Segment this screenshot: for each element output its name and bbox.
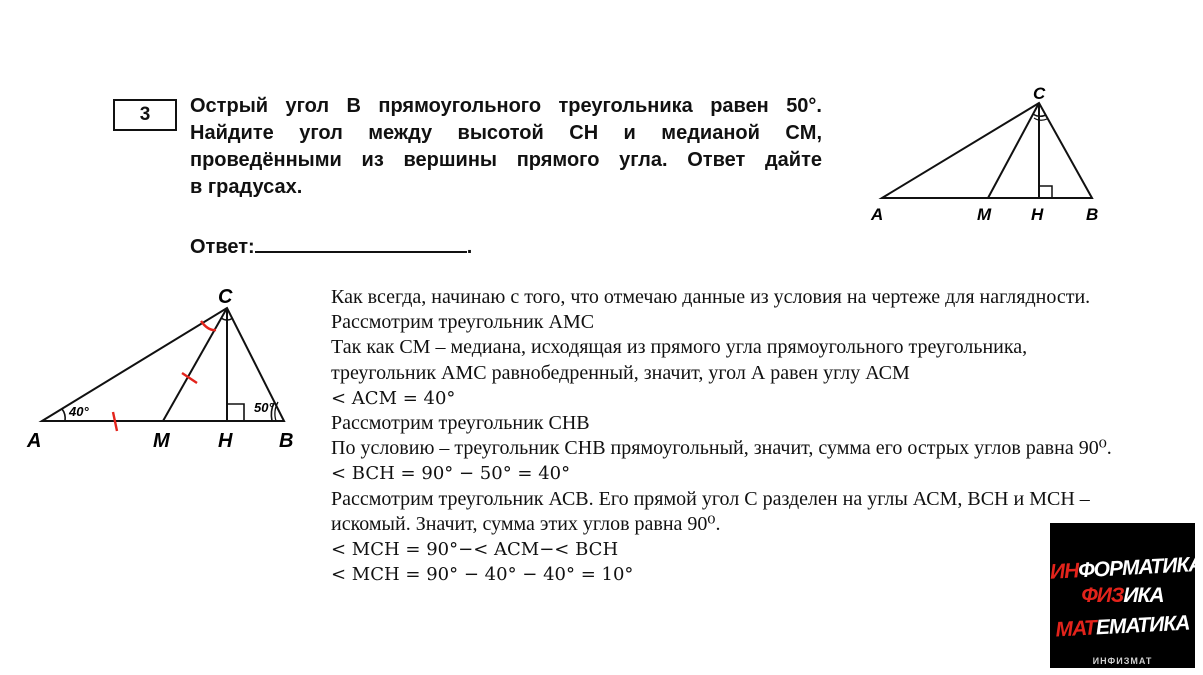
solution-formula: < ACM = 40° xyxy=(331,387,456,409)
infizmat-logo xyxy=(1049,523,1203,668)
logo-line-fizika xyxy=(1050,584,1195,608)
answer-label: Ответ: xyxy=(190,236,255,258)
angle-label-b: 50° xyxy=(254,400,274,415)
vertex-label-m: M xyxy=(977,205,992,224)
median-cm xyxy=(988,103,1039,198)
vertex-label-h: H xyxy=(1031,205,1044,224)
vertex-label-c: C xyxy=(218,286,233,308)
task-number-box xyxy=(113,99,177,131)
vertex-label-b: B xyxy=(1086,205,1099,224)
vertex-label-a: A xyxy=(27,430,42,452)
vertex-label-b: B xyxy=(279,430,294,452)
answer-row xyxy=(190,233,472,259)
logo-footer: ИНФИЗМАТ xyxy=(1092,656,1153,666)
angle-arc-acm-red xyxy=(201,321,216,330)
vertex-label-a: A xyxy=(871,205,884,224)
task-statement xyxy=(190,93,822,201)
solution-line: По условию – треугольник СНВ прямоугольный, значит, сумма его острых углов равна 90⁰. xyxy=(331,437,1112,460)
solution-line: Рассмотрим треугольник АСВ. Его прямой угол С разделен на углы АСМ, ВСН и МСН – xyxy=(331,487,1090,510)
logo-red-part: ФИЗ xyxy=(1081,584,1124,607)
solution-line: Рассмотрим треугольник АМС xyxy=(331,311,595,334)
task-line: Найдите угол между высотой CH и медианой CM, xyxy=(190,122,822,144)
task-number: 3 xyxy=(139,104,151,125)
right-angle-mark xyxy=(1039,186,1052,198)
median-cm xyxy=(163,308,227,421)
triangle-figure-top xyxy=(860,82,1099,227)
solution-line: Рассмотрим треугольник СНВ xyxy=(331,412,590,435)
solution-line: треугольник АМС равнобедренный, значит, угол А равен углу АСМ xyxy=(331,361,910,384)
solution-line: Так как СМ – медиана, исходящая из прямого угла прямоугольного треугольника, xyxy=(331,336,1028,359)
solution-line: искомый. Значит, сумма этих углов равна 90⁰. xyxy=(331,512,721,535)
triangle-figure-bottom xyxy=(20,280,310,455)
answer-blank[interactable] xyxy=(255,233,467,253)
angle-arc-a xyxy=(62,409,65,421)
logo-red-part: МАТ xyxy=(1054,616,1097,642)
logo-white-part: ИКА xyxy=(1123,584,1164,607)
logo-line-informatika xyxy=(1049,552,1203,585)
solution-line: Как всегда, начинаю с того, что отмечаю данные из условия на чертеже для наглядности. xyxy=(331,286,1091,308)
solution-formula: < BCH = 90° − 50° = 40° xyxy=(331,463,571,485)
logo-line-matematika xyxy=(1049,611,1195,643)
answer-end: . xyxy=(466,236,473,258)
task-line: проведёнными из вершины прямого угла. Ответ дайте xyxy=(190,149,822,171)
vertex-label-h: H xyxy=(218,430,233,452)
logo-red-part: ИН xyxy=(1049,559,1079,584)
right-angle-mark xyxy=(227,404,244,421)
triangle-acb xyxy=(882,103,1092,198)
vertex-label-c: C xyxy=(1033,84,1046,103)
logo-white-part: ФОРМАТИКА xyxy=(1077,552,1203,583)
angle-arc-c2 xyxy=(1034,118,1047,120)
logo-white-part: ЕМАТИКА xyxy=(1095,611,1190,640)
task-line: Острый угол B прямоугольного треугольника равен 50°. xyxy=(190,95,822,117)
angle-label-a: 40° xyxy=(69,404,89,419)
task-line: в градусах. xyxy=(190,176,303,198)
vertex-label-m: M xyxy=(153,430,170,452)
solution-formula: < MCH = 90° − 40° − 40° = 10° xyxy=(331,564,634,586)
solution-formula: < MCH = 90°−< ACM−< BCH xyxy=(331,539,619,561)
